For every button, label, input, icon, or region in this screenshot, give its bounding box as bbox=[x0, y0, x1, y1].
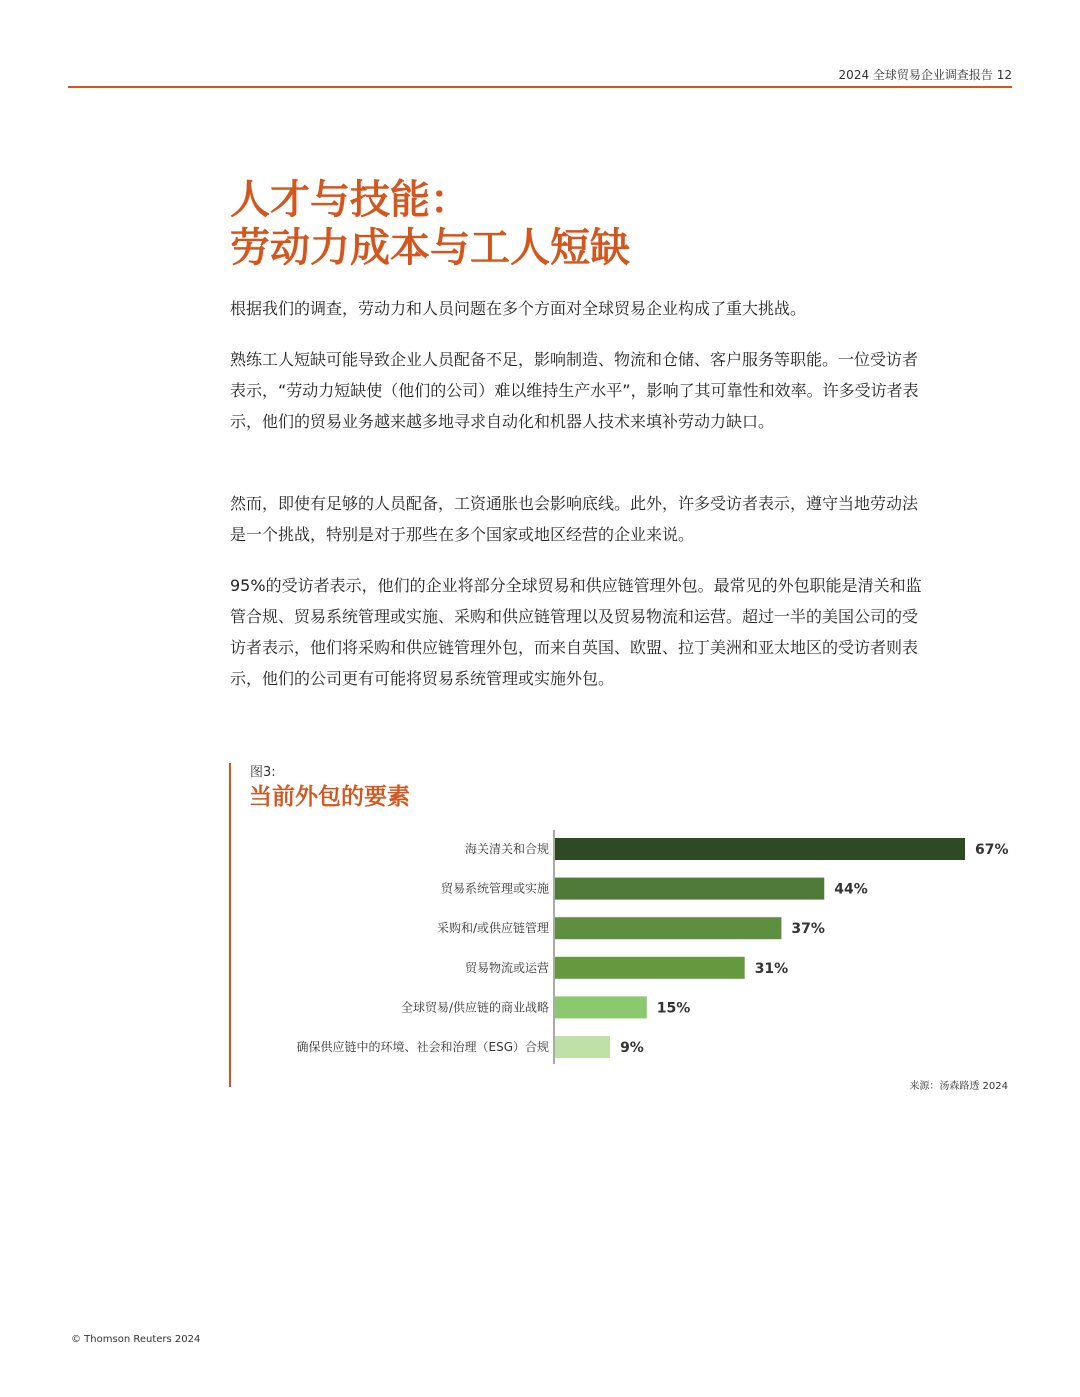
figure-source: 来源：汤森路透 2024 bbox=[909, 1081, 1008, 1092]
paragraph-3: 然而，即使有足够的人员配备，工资通胀也会影响底线。此外，许多受访者表示，遵守当地劳动法是一个挑战，特别是对于那些在多个国家或地区经营的企业来说。 bbox=[230, 494, 919, 544]
bar bbox=[555, 838, 965, 860]
category-label: 确保供应链中的环境、社会和治理（ESG）合规 bbox=[296, 1040, 549, 1054]
chart-title: 当前外包的要素 bbox=[249, 784, 410, 810]
paragraph-4: 95%的受访者表示，他们的企业将部分全球贸易和供应链管理外包。最常见的外包职能是清关和监管合规、贸易系统管理或实施、采购和供应链管理以及贸易物流和运营。超过一半的美国公司的受访者表示，他们将采购和供应链管理外包，而来自英国、欧盟、拉丁美洲和亚太地区的受访者则表示，他们的公司更有可能将贸易系统管理或实施外包。 bbox=[230, 576, 922, 688]
category-label: 贸易物流或运营 bbox=[464, 960, 549, 975]
page-title-line-2: 劳动力成本与工人短缺 bbox=[230, 225, 630, 271]
category-label: 贸易系统管理或实施 bbox=[440, 881, 549, 896]
paragraph-1: 根据我们的调查，劳动力和人员问题在多个方面对全球贸易企业构成了重大挑战。 bbox=[230, 299, 807, 318]
running-header: 2024 全球贸易企业调查报告 12 bbox=[838, 68, 1012, 82]
copyright-footer: © Thomson Reuters 2024 bbox=[71, 1334, 201, 1345]
bar-value-label: 31% bbox=[754, 960, 789, 977]
figure-accent-bar bbox=[229, 763, 231, 1087]
outsourcing-bar-chart bbox=[240, 828, 1020, 1068]
bar bbox=[555, 917, 781, 939]
paragraph-2: 熟练工人短缺可能导致企业人员配备不足，影响制造、物流和仓储、客户服务等职能。一位受访者表示，“劳动力短缺使（他们的公司）难以维持生产水平”，影响了其可靠性和效率。许多受访者表示，他们的贸易业务越来越多地寻求自动化和机器人技术来填补劳动力缺口。 bbox=[230, 350, 919, 431]
bar-value-label: 67% bbox=[975, 842, 1009, 858]
bar-value-label: 37% bbox=[791, 921, 825, 938]
bar bbox=[555, 957, 745, 979]
page-title bbox=[230, 176, 950, 272]
header-divider bbox=[68, 86, 1012, 88]
bar bbox=[555, 996, 647, 1018]
page-title-line-1: 人才与技能： bbox=[230, 177, 470, 223]
category-label: 采购和/或供应链管理 bbox=[436, 921, 549, 936]
figure-label: 图3: bbox=[250, 765, 276, 780]
bar bbox=[555, 878, 824, 900]
bar bbox=[555, 1036, 610, 1058]
bar-value-label: 15% bbox=[656, 1000, 691, 1017]
bar-value-label: 44% bbox=[834, 881, 868, 898]
bar-value-label: 9% bbox=[620, 1040, 644, 1056]
category-label: 海关清关和合规 bbox=[464, 842, 549, 856]
category-label: 全球贸易/供应链的商业战略 bbox=[400, 1000, 549, 1015]
